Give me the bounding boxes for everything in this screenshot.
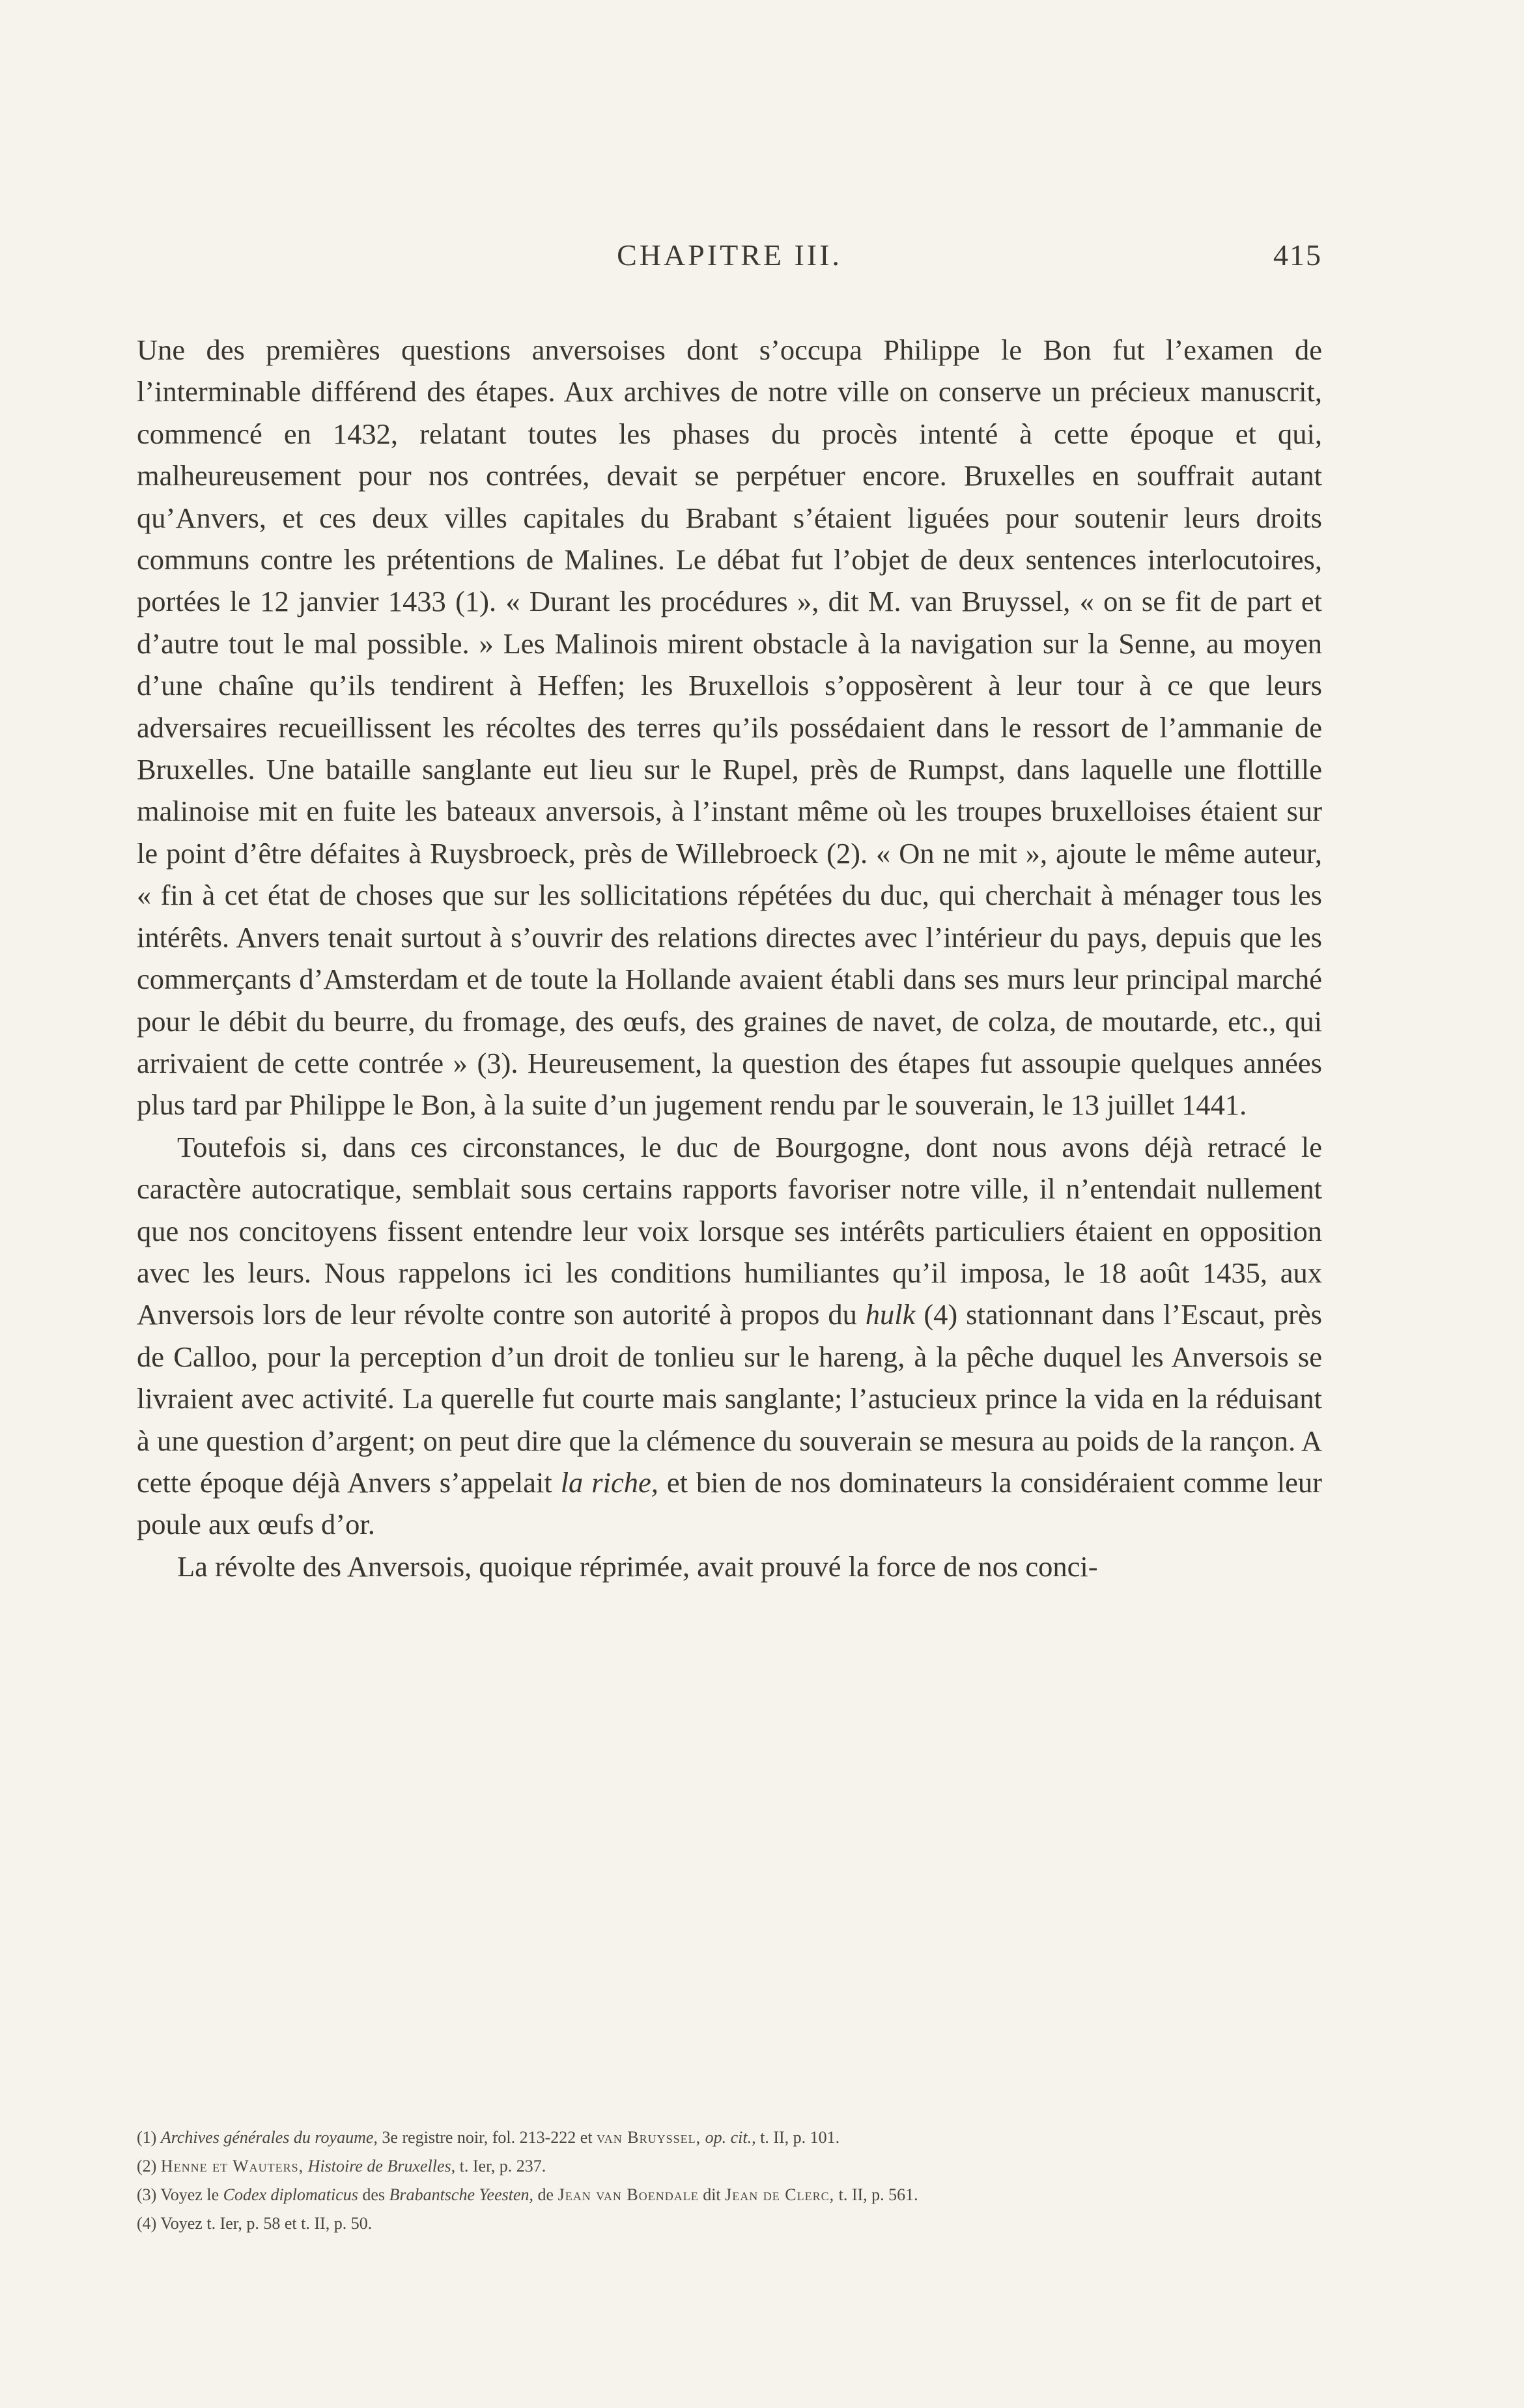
paragraph-2 [137, 1126, 1322, 1546]
footnote-4 [137, 2209, 1322, 2238]
text-run: (1) [137, 2128, 161, 2147]
text-run: Toutefois si, dans ces circonstances, le duc de Bourgogne, dont nous avons déjà retracé le caractère autocratique, semblait sous certains rapports favoriser notre ville, il n’entendait nullement que nos concitoyens fissent entendre leur voix lorsque ses intérêts particuliers étaient en opposition avec les leurs. Nous rappelons ici les conditions humiliantes qu’il imposa, le 18 août 1435, aux Anversois lors de leur révolte contre son autorité à propos du [137, 1130, 1322, 1331]
text-run: t. II, p. 101. [755, 2128, 840, 2147]
italic-text: Archives générales du royaume, [160, 2128, 378, 2147]
italic-text: op. cit., [705, 2128, 756, 2147]
footnote-2 [137, 2152, 1322, 2181]
italic-text: Codex diplomaticus [223, 2185, 358, 2204]
smallcaps-text: Jean de Clerc, [725, 2185, 835, 2204]
text-run: (4) Voyez t. Ier, p. 58 et t. II, p. 50. [137, 2214, 373, 2233]
text-run: des [358, 2185, 389, 2204]
text-run: t. Ier, p. 237. [455, 2157, 546, 2175]
paragraph-3 [137, 1546, 1322, 1587]
text-run: La révolte des Anversois, quoique réprimée, avait prouvé la force de nos conci- [177, 1550, 1098, 1583]
text-run: t. II, p. 561. [834, 2185, 918, 2204]
smallcaps-text: van Bruyssel, [597, 2128, 701, 2147]
italic-text: hulk [865, 1298, 916, 1331]
footnote-1 [137, 2123, 1322, 2152]
smallcaps-text: Jean van Boendale [557, 2185, 699, 2204]
text-run: dit [698, 2185, 726, 2204]
smallcaps-text: Henne et Wauters, [160, 2157, 304, 2175]
text-run: (2) [137, 2157, 161, 2175]
body-text [137, 329, 1322, 1587]
running-head [137, 238, 1322, 283]
page-number: 415 [1273, 238, 1322, 272]
italic-text: Brabantsche Yeesten, [389, 2185, 534, 2204]
text-run: Une des premières questions anversoises dont s’occupa Philippe le Bon fut l’examen de l’interminable différend des étapes. Aux archives de notre ville on conserve un précieux manuscrit, commencé en 1432, relatant toutes les phases du procès intenté à cette époque et qui, malheureusement pour nos contrées, devait se perpétuer encore. Bruxelles en souffrait autant qu’Anvers, et ces deux villes capitales du Brabant s’étaient liguées pour soutenir leurs droits communs contre les prétentions de Malines. Le débat fut l’objet de deux sentences interlocutoires, portées le 12 janvier 1433 (1). « Durant les procédures », dit M. van Bruyssel, « on se fit de part et d’autre tout le mal possible. » Les Malinois mirent obstacle à la navigation sur la Senne, au moyen d’une chaîne qu’ils tendirent à Heffen; les Bruxellois s’opposèrent à leur tour à ce que leurs adversaires recueillissent les récoltes des terres qu’ils possédaient dans le ressort de l’ammanie de Bruxelles. Une bataille sanglante eut lieu sur le Rupel, près de Rumpst, dans laquelle une flottille malinoise mit en fuite les bateaux anversois, à l’instant même où les troupes bruxelloises étaient sur le point d’être défaites à Ruysbroeck, près de Willebroeck (2). « On ne mit », ajoute le même auteur, « fin à cet état de choses que sur les sollicitations répétées du duc, qui cherchait à ménager tous les intérêts. Anvers tenait surtout à s’ouvrir des relations directes avec l’intérieur du pays, depuis que les commerçants d’Amsterdam et de toute la Hollande avaient établi dans ses murs leur principal marché pour le débit du beurre, du fromage, des œufs, des graines de navet, de colza, de moutarde, etc., qui arrivaient de cette contrée » (3). Heureusement, la question des étapes fut assoupie quelques années plus tard par Philippe le Bon, à la suite d’un jugement rendu par le souverain, le 13 juillet 1441. [137, 333, 1322, 1122]
text-run: de [533, 2185, 558, 2204]
italic-text: Histoire de Bruxelles, [307, 2157, 456, 2175]
italic-text: la riche, [560, 1466, 658, 1499]
footnote-3 [137, 2181, 1322, 2209]
text-run: 3e registre noir, fol. 213-222 et [377, 2128, 597, 2147]
footnotes [137, 2123, 1322, 2238]
paragraph-1 [137, 329, 1322, 1126]
chapter-title: CHAPITRE III. [617, 238, 842, 272]
text-run: (3) Voyez le [137, 2185, 223, 2204]
text-run: (4) stationnant dans l’Escaut, près de Calloo, pour la perception d’un droit de tonlieu sur le hareng, à la pêche duquel les Anversois se livraient avec activité. La querelle fut courte mais sanglante; l’astucieux prince la vida en la réduisant à une question d’argent; on peut dire que la clémence du souverain se mesura au poids de la rançon. A cette époque déjà Anvers s’appelait [137, 1298, 1322, 1499]
text-run: et bien de nos dominateurs la considéraient comme leur poule aux œufs d’or. [137, 1466, 1322, 1541]
